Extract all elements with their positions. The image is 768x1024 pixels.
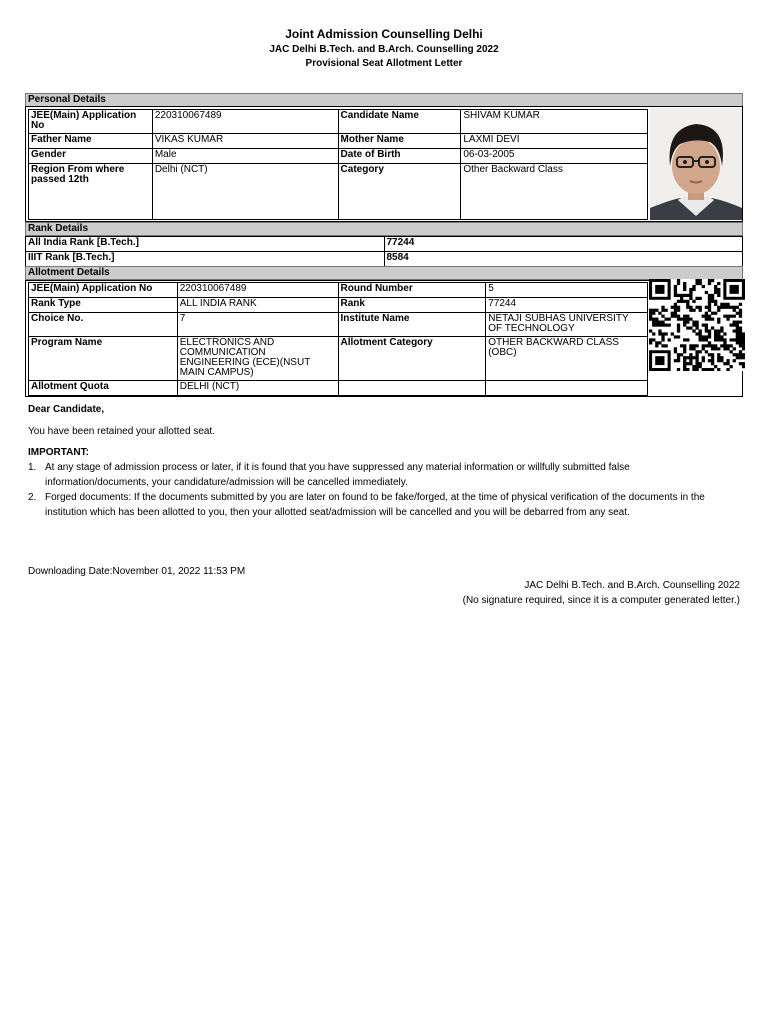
table-row [29, 381, 648, 396]
value-institute-name: NETAJI SUBHAS UNIVERSITY OF TECHNOLOGY [486, 313, 648, 337]
letter-type: Provisional Seat Allotment Letter [305, 58, 463, 69]
label-candidate-name: Candidate Name [338, 110, 461, 134]
label-round-number: Round Number [338, 283, 486, 298]
list-item [28, 490, 733, 520]
list-text: Forged documents: If the documents submitted by you are later on found to be fake/forged, at the time of physical verification of the documents in the institution which has been allotted to you, then your allotted seat/admission will be cancelled and you will be debarred from any seat. [45, 492, 705, 518]
important-list [28, 460, 733, 520]
qr-code [649, 279, 745, 371]
value-allotment-category: OTHER BACKWARD CLASS (OBC) [486, 337, 648, 381]
label-institute-name: Institute Name [338, 313, 486, 337]
label-program-name: Program Name [29, 337, 178, 381]
list-number: 1. [28, 462, 37, 473]
candidate-photo [650, 108, 742, 220]
table-row [29, 298, 648, 313]
document-subtitle: JAC Delhi B.Tech. and B.Arch. Counselling 2022 [269, 44, 499, 55]
table-row [29, 110, 648, 134]
label-rank: Rank [338, 298, 486, 313]
label-category: Category [338, 164, 461, 220]
rank-details-header: Rank Details [25, 222, 743, 236]
important-label: IMPORTANT: [28, 447, 89, 458]
empty-cell [486, 381, 648, 396]
label-choice-no: Choice No. [29, 313, 178, 337]
empty-cell [338, 381, 486, 396]
retention-message: You have been retained your allotted seat. [28, 426, 215, 437]
rank-details-table [25, 236, 743, 267]
value-gender: Male [152, 149, 338, 164]
value-rank-type: ALL INDIA RANK [177, 298, 338, 313]
allotment-details-header: Allotment Details [25, 266, 743, 280]
table-row [26, 252, 743, 267]
table-row [29, 283, 648, 298]
label-application-no: JEE(Main) Application No [29, 110, 153, 134]
value-all-india-rank: 77244 [384, 237, 743, 252]
label-allot-application-no: JEE(Main) Application No [29, 283, 178, 298]
document-title: Joint Admission Counselling Delhi [285, 27, 483, 41]
label-region: Region From where passed 12th [29, 164, 153, 220]
list-item [28, 460, 733, 490]
greeting: Dear Candidate, [28, 404, 105, 415]
footer-org: JAC Delhi B.Tech. and B.Arch. Counselling 2022 [524, 580, 740, 591]
value-allot-application-no: 220310067489 [177, 283, 338, 298]
personal-details-table [28, 109, 648, 220]
label-iiit-rank: IIIT Rank [B.Tech.] [26, 252, 385, 267]
value-candidate-name: SHIVAM KUMAR [461, 110, 648, 134]
value-program-name: ELECTRONICS AND COMMUNICATION ENGINEERING (ECE)(NSUT MAIN CAMPUS) [177, 337, 338, 381]
table-row [29, 337, 648, 381]
table-row [29, 164, 648, 220]
list-text: At any stage of admission process or later, if it is found that you have suppressed any material information or willfully submitted false information/documents, your candidature/admission will be cancelled immediately. [45, 462, 630, 488]
value-dob: 06-03-2005 [461, 149, 648, 164]
footer-note: (No signature required, since it is a computer generated letter.) [462, 595, 740, 606]
allotment-details-table [28, 282, 648, 396]
label-all-india-rank: All India Rank [B.Tech.] [26, 237, 385, 252]
download-date: Downloading Date:November 01, 2022 11:53 PM [28, 566, 246, 577]
value-father-name: VIKAS KUMAR [152, 134, 338, 149]
value-category: Other Backward Class [461, 164, 648, 220]
table-row [29, 134, 648, 149]
value-mother-name: LAXMI DEVI [461, 134, 648, 149]
label-allotment-quota: Allotment Quota [29, 381, 178, 396]
value-iiit-rank: 8584 [384, 252, 743, 267]
table-row [29, 313, 648, 337]
value-choice-no: 7 [177, 313, 338, 337]
label-dob: Date of Birth [338, 149, 461, 164]
label-allotment-category: Allotment Category [338, 337, 486, 381]
value-region: Delhi (NCT) [152, 164, 338, 220]
label-gender: Gender [29, 149, 153, 164]
table-row [26, 237, 743, 252]
value-rank: 77244 [486, 298, 648, 313]
label-father-name: Father Name [29, 134, 153, 149]
label-mother-name: Mother Name [338, 134, 461, 149]
label-rank-type: Rank Type [29, 298, 178, 313]
table-row [29, 149, 648, 164]
value-round-number: 5 [486, 283, 648, 298]
value-allotment-quota: DELHI (NCT) [177, 381, 338, 396]
personal-details-header: Personal Details [25, 93, 743, 107]
list-number: 2. [28, 492, 37, 503]
value-application-no: 220310067489 [152, 110, 338, 134]
